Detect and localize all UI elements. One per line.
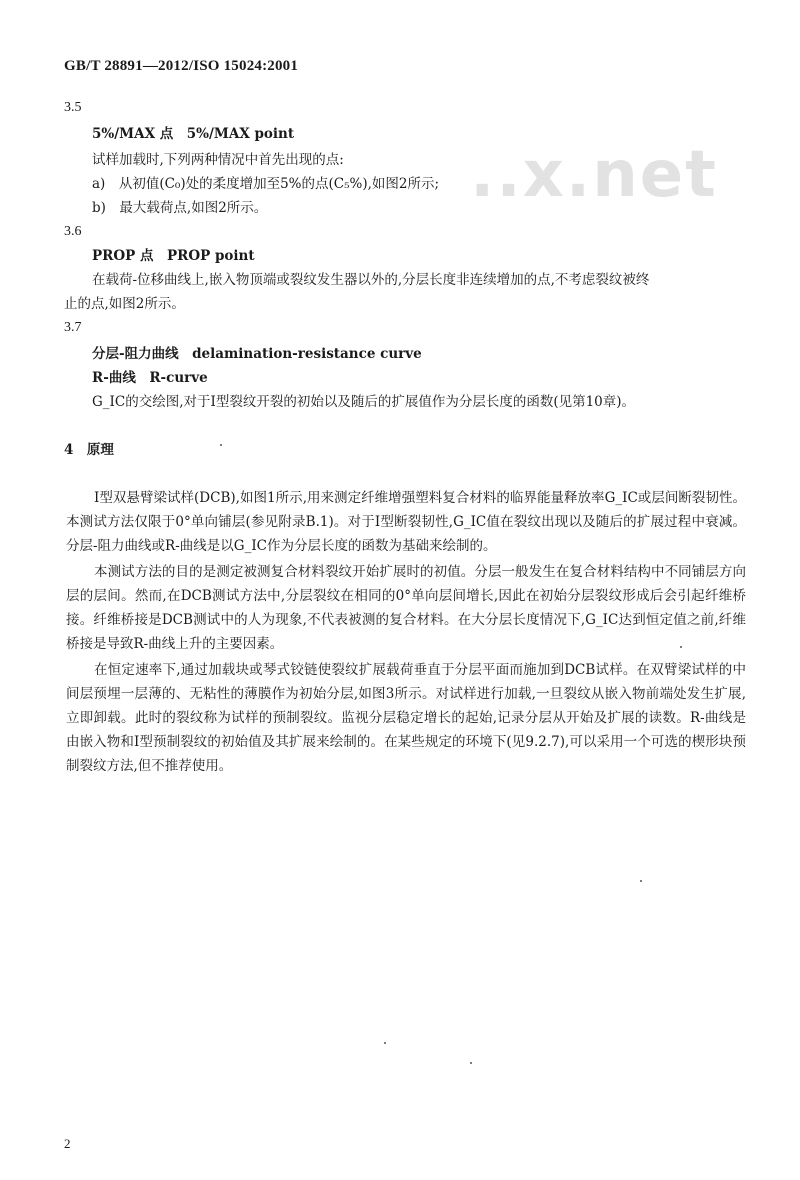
watermark: ..x.net xyxy=(470,138,718,212)
principle-paragraph-2: 本测试方法的目的是测定被测复合材料裂纹开始扩展时的初值。分层一般发生在复合材料结构中不同铺层方向层的层间。然而,在DCB测试方法中,分层裂纹在相同的0°单向层间增长,因此在初始分层裂纹形成后会引起纤维桥接。纤维桥接是DCB测试中的人为现象,不代表被测的复合材料。在大分层长度情况下,G_IC达到恒定值之前,纤维桥接是导致R-曲线上升的主要因素。 xyxy=(66,564,746,652)
section-number-3-7: 3.7 xyxy=(64,320,82,335)
scan-speck xyxy=(384,1042,386,1044)
definition-5-max-point: 试样加载时,下列两种情况中首先出现的点: xyxy=(92,152,344,168)
definition-prop-point-line2: 止的点,如图2所示。 xyxy=(64,296,185,312)
principle-paragraph-1: Ⅰ型双悬臂梁试样(DCB),如图1所示,用来测定纤维增强塑料复合材料的临界能量释放率G_IC或层间断裂韧性。本测试方法仅限于0°单向铺层(参见附录B.1)。对于Ⅰ型断裂韧性,G_IC值在裂纹出现以及随后的扩展过程中衰减。分层-阻力曲线或R-曲线是以G_IC作为分层长度的函数为基础来绘制的。 xyxy=(66,490,746,554)
scan-speck xyxy=(470,1062,472,1064)
section-number-3-5: 3.5 xyxy=(64,100,82,115)
list-item-b: b) 最大载荷点,如图2所示。 xyxy=(92,200,268,216)
term-prop-point: PROP 点 PROP point xyxy=(92,248,255,264)
section-number-3-6: 3.6 xyxy=(64,224,82,239)
scan-speck xyxy=(220,444,222,446)
section-heading-4-principle: 4 原理 xyxy=(64,442,114,458)
scan-speck xyxy=(640,880,642,882)
principle-paragraph-3: 在恒定速率下,通过加载块或琴式铰链使裂纹扩展载荷垂直于分层平面而施加到DCB试样。在双臂梁试样的中间层预埋一层薄的、无粘性的薄膜作为初始分层,如图3所示。对试样进行加载,一旦裂纹从嵌入物前端处发生扩展,立即卸载。此时的裂纹称为试样的预制裂纹。监视分层稳定增长的起始,记录分层从开始及扩展的读数。R-曲线是由嵌入物和Ⅰ型预制裂纹的初始值及其扩展来绘制的。在某些规定的环境下(见9.2.7),可以采用一个可选的楔形块预制裂纹方法,但不推荐使用。 xyxy=(66,662,746,774)
term-delamination-resistance-curve: 分层-阻力曲线 delamination-resistance curve xyxy=(92,346,422,362)
definition-prop-point-line1: 在载荷-位移曲线上,嵌入物顶端或裂纹发生器以外的,分层长度非连续增加的点,不考虑裂纹被终 xyxy=(92,272,650,288)
scan-speck xyxy=(680,646,682,648)
standard-number-header: GB/T 28891—2012/ISO 15024:2001 xyxy=(64,58,299,74)
list-item-a: a) 从初值(C₀)处的柔度增加至5%的点(C₅%),如图2所示; xyxy=(92,176,440,192)
term-5-max-point: 5%/MAX 点 5%/MAX point xyxy=(92,126,295,142)
term-r-curve: R-曲线 R-curve xyxy=(92,370,208,386)
definition-r-curve: G_IC的交绘图,对于Ⅰ型裂纹开裂的初始以及随后的扩展值作为分层长度的函数(见第10章)。 xyxy=(92,394,636,410)
page-number: 2 xyxy=(64,1136,71,1151)
